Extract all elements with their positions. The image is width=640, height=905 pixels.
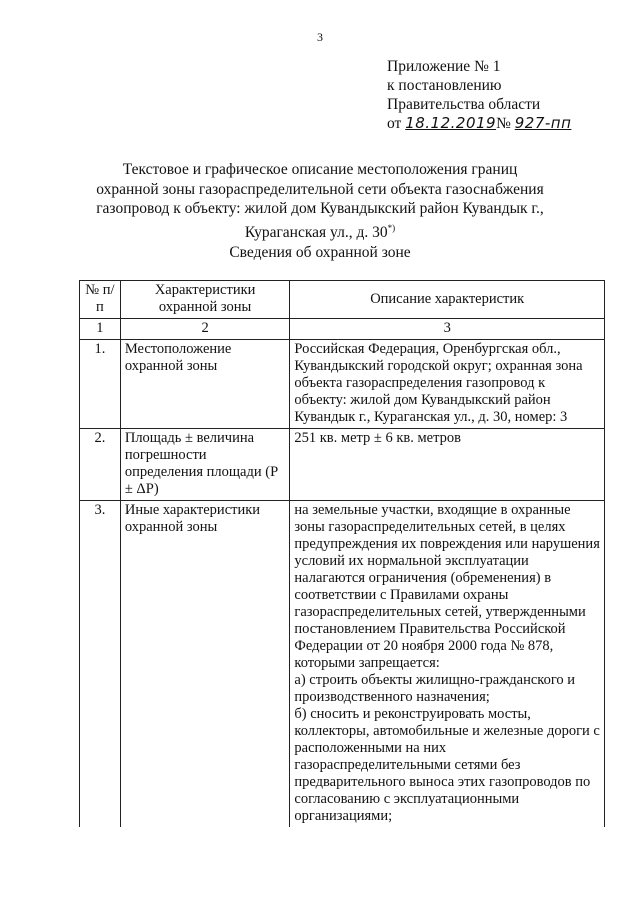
appendix-header [387,57,571,133]
description-paragraph: 251 кв. метр ± 6 кв. метров [294,430,461,446]
row-num: 2. [80,429,121,501]
column-number: 3 [290,319,605,340]
title-line-3: газопровод к объекту: жилой дом Кувандыкский район Кувандык г., [96,200,544,217]
row-num: 3. [80,501,121,828]
table-row [80,340,605,429]
table-header-row [80,281,605,319]
row-description [290,429,605,501]
title-line-2: охранной зоны газораспределительной сети объекта газоснабжения [96,180,544,198]
description-paragraph: на земельные участки, входящие в охранные зоны газораспределительных сетей, в целях предупреждения их повреждения или нарушения условий их нормальной эксплуатации налагаются ограничения (обременения) в соответствии с Правилами охраны газораспределительных сетей, утвержденными постановлением Правительства Российской Федерации от 20 ноября 2000 года № 878, которыми запрещается: [294,502,600,671]
page-number: 3 [317,30,323,44]
appendix-line-3: Правительства области [387,96,541,113]
description-paragraph: а) строить объекты жилищно-гражданского и производственного назначения; [294,672,576,705]
appendix-line-2: к постановлению [387,77,502,94]
title-line-1: Текстовое и графическое описание местоположения границ [122,161,518,178]
section-title: Сведения об охранной зоне [229,244,411,261]
description-paragraph: Российская Федерация, Оренбургская обл., Кувандыкский городской округ; охранная зона объекта газораспределения газопровод к объекту: жилой дом Кувандыкский район Кувандык г., Кураганская ул., д. 30, номер: 3 [294,341,583,425]
column-number-row [80,319,605,340]
row-description [290,501,605,828]
description-paragraph: б) сносить и реконструировать мосты, коллекторы, автомобильные и железные дороги с расположенными на них газораспределительными сетями без предварительного выноса этих газопроводов по согласованию с эксплуатационными организациями; [294,706,600,824]
header-characteristics: Характеристики охранной зоны [120,281,290,319]
header-num: № п/п [80,281,121,319]
row-description [290,340,605,429]
title-line-4: Кураганская ул., д. 30*) [244,222,396,241]
table-row [80,501,605,828]
column-number: 1 [80,319,121,340]
protection-zone-table [79,280,605,827]
handwritten-date: 18.12.2019 [405,114,497,132]
date-prefix: от [387,115,402,132]
footnote-mark: *) [387,222,396,233]
number-sign: № [496,115,511,132]
table-row [80,429,605,501]
row-num: 1. [80,340,121,429]
row-characteristic: Местоположение охранной зоны [120,340,290,429]
header-description: Описание характеристик [290,281,605,319]
column-number: 2 [120,319,290,340]
document-title [80,160,560,242]
row-characteristic: Иные характеристики охранной зоны [120,501,290,828]
handwritten-number: 927-пп [514,114,572,132]
row-characteristic: Площадь ± величина погрешности определения площади (P ± ΔP) [120,429,290,501]
appendix-line-1: Приложение № 1 [387,58,501,75]
appendix-date-line [387,114,571,133]
